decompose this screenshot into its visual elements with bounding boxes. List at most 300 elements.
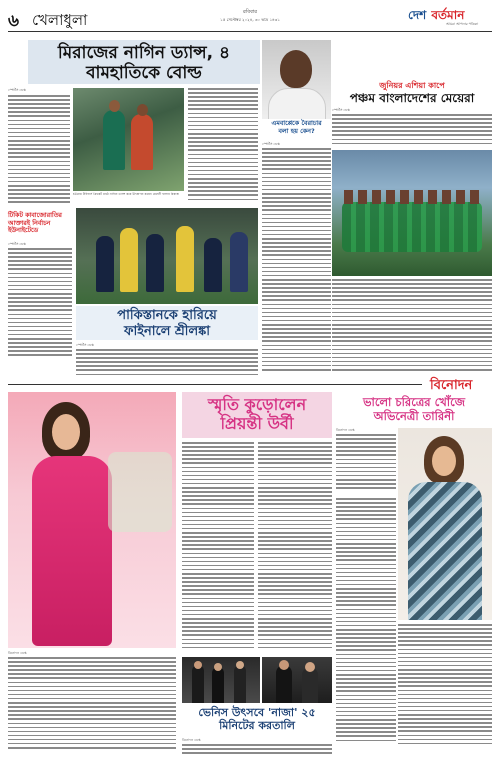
text-line	[188, 178, 258, 180]
text-line	[332, 365, 492, 367]
text-line	[262, 271, 331, 273]
story1-body	[8, 95, 70, 209]
text-line	[336, 471, 396, 473]
section-divider-left	[8, 384, 422, 385]
page-number: ৬	[8, 11, 20, 31]
text-line	[258, 606, 332, 608]
story1-credit: স্পোর্টস ডেস্ক	[8, 88, 26, 92]
text-line	[336, 487, 396, 489]
text-line	[182, 573, 254, 575]
text-line	[182, 442, 254, 444]
text-line	[182, 512, 254, 514]
text-line	[336, 662, 396, 664]
photo-shape	[204, 238, 222, 292]
text-line	[336, 510, 396, 512]
text-line	[258, 512, 332, 514]
ent1-body-mid	[182, 442, 254, 654]
text-line	[188, 170, 258, 172]
text-line	[398, 726, 492, 728]
page-header	[0, 0, 500, 32]
text-line	[258, 643, 332, 645]
text-line	[398, 681, 492, 683]
text-line	[8, 690, 176, 692]
text-line	[8, 326, 72, 328]
text-line	[8, 309, 72, 311]
text-line	[182, 467, 254, 469]
text-line	[8, 318, 72, 320]
header-rule	[8, 31, 492, 32]
text-line	[182, 516, 254, 518]
text-line	[262, 316, 331, 318]
text-line	[258, 528, 332, 530]
text-line	[188, 174, 258, 176]
text-line	[182, 647, 254, 649]
text-line	[182, 458, 254, 460]
text-line	[336, 695, 396, 697]
text-line	[336, 641, 396, 643]
text-line	[332, 143, 492, 145]
text-line	[398, 677, 492, 679]
text-line	[8, 301, 72, 303]
text-line	[262, 295, 331, 297]
text-line	[258, 589, 332, 591]
text-line	[336, 719, 396, 721]
text-line	[262, 148, 331, 150]
ent2-headline-line2: অভিনেত্রী তারিনী	[373, 408, 455, 423]
text-line	[8, 128, 70, 130]
text-line	[182, 626, 254, 628]
text-line	[188, 158, 258, 160]
text-line	[262, 177, 331, 179]
text-line	[76, 353, 258, 355]
text-line	[8, 193, 70, 195]
photo-shape	[52, 414, 80, 450]
text-line	[398, 673, 492, 675]
text-line	[8, 723, 176, 725]
text-line	[336, 617, 396, 619]
ent3-headline-line2: মিনিটের করতালি	[219, 719, 295, 733]
text-line	[398, 649, 492, 651]
story1-headline-line2: বামহাতিকে বোল্ড	[86, 63, 202, 84]
text-line	[262, 156, 331, 158]
text-line	[262, 267, 331, 269]
photo-shape	[146, 234, 164, 292]
text-line	[182, 508, 254, 510]
text-line	[262, 279, 331, 281]
text-line	[336, 596, 396, 598]
text-line	[332, 304, 492, 306]
text-line	[336, 633, 396, 635]
text-line	[8, 322, 72, 324]
text-line	[258, 598, 332, 600]
text-line	[336, 731, 396, 733]
text-line	[188, 145, 258, 147]
text-line	[8, 281, 72, 283]
text-line	[262, 201, 331, 203]
text-line	[8, 682, 176, 684]
text-line	[182, 462, 254, 464]
text-line	[262, 340, 331, 342]
text-line	[182, 499, 254, 501]
text-line	[262, 299, 331, 301]
text-line	[188, 92, 258, 94]
text-line	[336, 483, 396, 485]
text-line	[8, 706, 176, 708]
text-line	[398, 644, 492, 646]
text-line	[336, 479, 396, 481]
sidebar-body	[262, 148, 331, 376]
photo-shape	[279, 660, 289, 670]
text-line	[76, 357, 258, 359]
text-line	[8, 739, 176, 741]
text-line	[336, 674, 396, 676]
text-line	[8, 124, 70, 126]
text-line	[188, 96, 258, 98]
text-line	[8, 338, 72, 340]
text-line	[182, 548, 254, 550]
text-line	[336, 555, 396, 557]
text-line	[258, 561, 332, 563]
ent1-headline-line2: প্রিয়ন্তী উর্বী	[220, 414, 294, 434]
text-line	[182, 643, 254, 645]
text-line	[182, 622, 254, 624]
text-line	[182, 589, 254, 591]
text-line	[332, 134, 492, 136]
text-line	[336, 735, 396, 737]
text-line	[332, 328, 492, 330]
text-line	[258, 565, 332, 567]
text-line	[8, 264, 72, 266]
text-line	[8, 132, 70, 134]
photo-shape	[131, 114, 153, 170]
text-line	[262, 218, 331, 220]
sidebar-photo	[262, 40, 331, 119]
text-line	[336, 450, 396, 452]
photo-shape	[96, 236, 114, 292]
ent3-headline-line1: ভেনিস উৎসবে 'নাজা' ২৫	[198, 706, 316, 719]
ent3-photo-2	[262, 657, 332, 703]
text-line	[336, 514, 396, 516]
text-line	[262, 369, 331, 371]
text-line	[398, 661, 492, 663]
text-line	[8, 189, 70, 191]
text-line	[258, 602, 332, 604]
text-line	[8, 334, 72, 336]
sidebar-headline	[262, 120, 331, 135]
text-line	[188, 100, 258, 102]
text-line	[336, 467, 396, 469]
text-line	[188, 117, 258, 119]
text-line	[188, 141, 258, 143]
text-line	[8, 201, 70, 203]
text-line	[262, 193, 331, 195]
text-line	[336, 446, 396, 448]
text-line	[336, 539, 396, 541]
text-line	[182, 561, 254, 563]
text-line	[336, 682, 396, 684]
text-line	[182, 475, 254, 477]
text-line	[336, 434, 396, 436]
text-line	[182, 581, 254, 583]
text-line	[8, 677, 176, 679]
text-line	[398, 632, 492, 634]
text-line	[258, 462, 332, 464]
text-line	[8, 165, 70, 167]
text-line	[332, 312, 492, 314]
text-line	[182, 503, 254, 505]
text-line	[262, 246, 331, 248]
photo-shape	[408, 482, 482, 620]
text-line	[336, 699, 396, 701]
text-line	[258, 614, 332, 616]
text-line	[8, 727, 176, 729]
text-line	[8, 735, 176, 737]
text-line	[8, 177, 70, 179]
text-line	[8, 140, 70, 142]
ent2-body-top	[336, 434, 396, 494]
text-line	[332, 122, 492, 124]
text-line	[258, 573, 332, 575]
ent1-body-left	[8, 657, 176, 751]
ent2-credit: বিনোদন ডেস্ক	[336, 428, 355, 432]
text-line	[336, 703, 396, 705]
section-title: খেলাধুলা	[32, 11, 88, 29]
ent1-headline-line1: স্মৃতি কুড়োলেন	[207, 395, 307, 414]
text-line	[336, 576, 396, 578]
text-line	[188, 88, 258, 90]
text-line	[76, 349, 258, 351]
text-line	[258, 454, 332, 456]
text-line	[336, 637, 396, 639]
text-line	[336, 715, 396, 717]
story3-headline	[76, 306, 258, 340]
text-line	[398, 714, 492, 716]
text-line	[332, 353, 492, 355]
text-line	[182, 602, 254, 604]
text-line	[332, 139, 492, 141]
text-line	[336, 625, 396, 627]
text-line	[258, 495, 332, 497]
text-line	[336, 629, 396, 631]
story2-credit: স্পোর্টস ডেস্ক	[8, 242, 26, 246]
text-line	[262, 214, 331, 216]
text-line	[8, 731, 176, 733]
photo-shape	[137, 104, 148, 116]
header-day: রবিবার	[243, 9, 257, 15]
text-line	[336, 459, 396, 461]
text-line	[258, 548, 332, 550]
text-line	[262, 254, 331, 256]
text-line	[188, 133, 258, 135]
text-line	[8, 173, 70, 175]
text-line	[188, 166, 258, 168]
text-line	[258, 536, 332, 538]
text-line	[258, 577, 332, 579]
story2-body	[8, 248, 72, 360]
text-line	[8, 673, 176, 675]
text-line	[8, 714, 176, 716]
text-line	[332, 357, 492, 359]
text-line	[336, 584, 396, 586]
text-line	[258, 446, 332, 448]
text-line	[258, 471, 332, 473]
text-line	[258, 508, 332, 510]
text-line	[398, 628, 492, 630]
story1-headline	[28, 40, 260, 84]
text-line	[332, 369, 492, 371]
text-line	[262, 242, 331, 244]
text-line	[398, 636, 492, 638]
text-line	[258, 544, 332, 546]
text-line	[332, 291, 492, 293]
text-line	[332, 332, 492, 334]
text-line	[8, 669, 176, 671]
text-line	[258, 593, 332, 595]
text-line	[182, 744, 332, 746]
text-line	[258, 491, 332, 493]
text-line	[258, 630, 332, 632]
text-line	[398, 694, 492, 696]
text-line	[262, 222, 331, 224]
photo-shape	[236, 661, 244, 669]
text-line	[336, 670, 396, 672]
text-line	[8, 252, 72, 254]
text-line	[258, 520, 332, 522]
text-line	[262, 365, 331, 367]
text-line	[8, 156, 70, 158]
text-line	[262, 361, 331, 363]
text-line	[188, 182, 258, 184]
text-line	[262, 259, 331, 261]
text-line	[258, 499, 332, 501]
text-line	[8, 197, 70, 199]
text-line	[262, 234, 331, 236]
photo-shape	[302, 667, 318, 703]
text-line	[76, 374, 258, 376]
text-line	[262, 345, 331, 347]
text-line	[336, 707, 396, 709]
text-line	[398, 698, 492, 700]
text-line	[258, 524, 332, 526]
text-line	[262, 357, 331, 359]
photo-shape	[305, 662, 315, 672]
text-line	[8, 350, 72, 352]
story4-kicker: জুনিয়র এশিয়া কাপে	[379, 81, 445, 90]
text-line	[182, 479, 254, 481]
masthead-part2: বর্তমান	[431, 8, 465, 22]
text-line	[76, 365, 258, 367]
text-line	[182, 606, 254, 608]
text-line	[262, 209, 331, 211]
text-line	[258, 569, 332, 571]
ent2-body	[336, 498, 396, 748]
text-line	[332, 320, 492, 322]
text-line	[336, 727, 396, 729]
text-line	[188, 154, 258, 156]
text-line	[258, 516, 332, 518]
story4-body-top	[332, 114, 492, 148]
text-line	[336, 588, 396, 590]
text-line	[8, 99, 70, 101]
text-line	[336, 463, 396, 465]
photo-shape	[212, 667, 224, 703]
story3-photo	[76, 208, 258, 304]
text-line	[188, 190, 258, 192]
text-line	[336, 518, 396, 520]
text-line	[398, 739, 492, 741]
text-line	[332, 308, 492, 310]
text-line	[258, 639, 332, 641]
text-line	[8, 260, 72, 262]
text-line	[182, 614, 254, 616]
text-line	[8, 277, 72, 279]
text-line	[332, 130, 492, 132]
text-line	[262, 152, 331, 154]
text-line	[332, 361, 492, 363]
text-line	[262, 332, 331, 334]
text-line	[188, 149, 258, 151]
text-line	[336, 711, 396, 713]
text-line	[332, 316, 492, 318]
text-line	[8, 248, 72, 250]
text-line	[8, 702, 176, 704]
text-line	[262, 287, 331, 289]
ent3-body	[182, 744, 332, 756]
text-line	[182, 557, 254, 559]
text-line	[8, 136, 70, 138]
text-line	[398, 718, 492, 720]
text-line	[262, 185, 331, 187]
text-line	[258, 585, 332, 587]
text-line	[262, 304, 331, 306]
text-line	[336, 543, 396, 545]
text-line	[262, 291, 331, 293]
text-line	[398, 743, 492, 745]
text-line	[336, 658, 396, 660]
text-line	[262, 238, 331, 240]
photo-shape	[280, 50, 312, 88]
story3-headline-line2: ফাইনালে শ্রীলঙ্কা	[123, 323, 211, 339]
text-line	[76, 361, 258, 363]
text-line	[336, 592, 396, 594]
text-line	[336, 572, 396, 574]
text-line	[336, 666, 396, 668]
text-line	[258, 487, 332, 489]
text-line	[188, 194, 258, 196]
text-line	[8, 330, 72, 332]
text-line	[8, 181, 70, 183]
story2-headline-line2: আক্তারই নির্বাচন ইউনাইটেডে	[8, 219, 51, 235]
text-line	[398, 735, 492, 737]
text-line	[336, 531, 396, 533]
text-line	[332, 345, 492, 347]
text-line	[188, 162, 258, 164]
text-line	[262, 226, 331, 228]
text-line	[336, 621, 396, 623]
text-line	[182, 634, 254, 636]
photo-shape	[32, 456, 112, 646]
masthead-tagline: আমরা আপনার পত্রিকা	[446, 22, 479, 26]
text-line	[8, 718, 176, 720]
text-line	[336, 502, 396, 504]
story1-photo	[73, 88, 184, 191]
text-line	[262, 312, 331, 314]
text-line	[182, 540, 254, 542]
text-line	[336, 564, 396, 566]
text-line	[258, 458, 332, 460]
text-line	[8, 698, 176, 700]
text-line	[8, 686, 176, 688]
